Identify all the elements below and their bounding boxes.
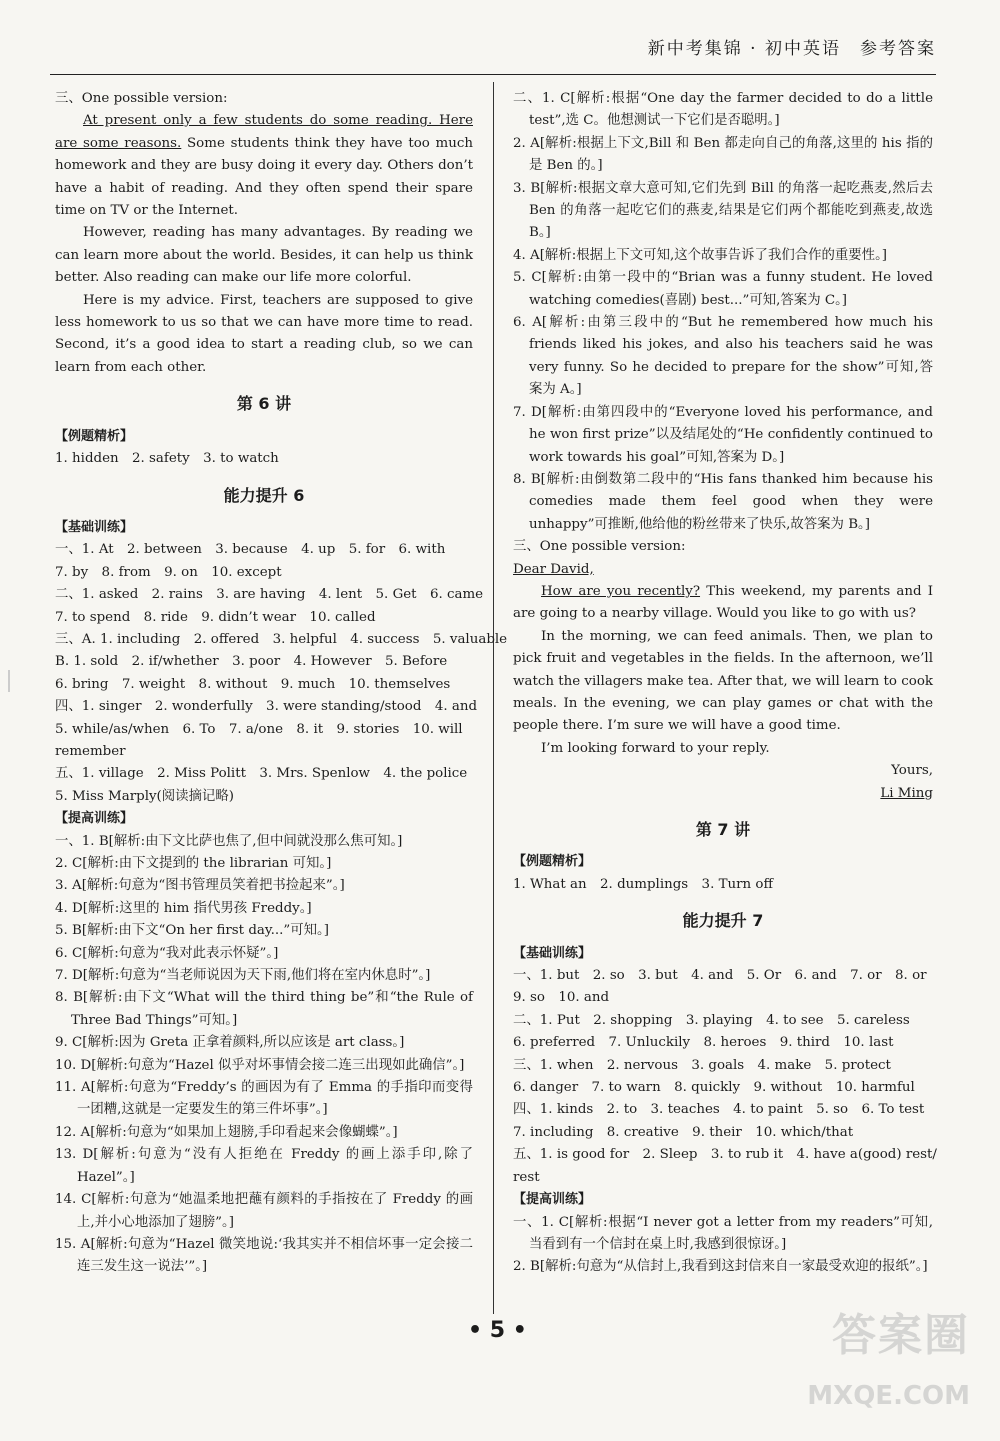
answer-item: 3. B[解析:根据文章大意可知,它们先到 Bill 的角落一起吃燕麦,然后去 Ben 的角落一起吃它们的燕麦,结果是它们两个都能吃到燕麦,故选 B。] [513,180,933,241]
right-column [513,88,937,1279]
answer-item: 二、1. C[解析:根据“One day the farmer decided to do a little test”,选 C。他想测试一下它们是否聪明。] [513,91,933,129]
example-tag: 【例题精析】 [55,428,134,444]
answer-line: 二、1. asked 2. rains 3. are having 4. lent 5. Get 6. came [55,587,484,603]
answer-item: 2. C[解析:由下文提到的 the librarian 可知。] [55,856,332,871]
answer-item: 12. A[解析:句意为“如果加上翅膀,手印看起来会像蝴蝶”。] [55,1124,398,1140]
answer-item: 7. D[解析:由第四段中的“Everyone loved his performance, and he won first prize”以及结尾处的“He confidently continued to work towards his goal”可知,答案为 D。] [513,404,933,465]
basic-training-tag: 【基础训练】 [55,519,134,535]
page-header [50,36,936,75]
answer-item: 5. C[解析:由第一段中的“Brian was a funny student. He loved watching comedies(喜剧) best...”可知,答案为 C。] [513,270,933,308]
letter-label: 三、One possible version: [513,539,686,555]
answer-line: 一、1. but 2. so 3. but 4. and 5. Or 6. and 7. or 8. or [513,968,927,984]
example-answers: 1. hidden 2. safety 3. to watch [55,451,279,467]
answer-item: 7. D[解析:句意为“当老师说因为天下雨,他们将在室内休息时”。] [55,968,431,984]
lecture-7-title: 第 7 讲 [695,820,751,839]
letter-greeting: Dear David, [513,561,594,577]
lecture-6-title: 第 6 讲 [236,394,292,414]
answer-item: 6. A[解析:由第三段中的“But he remembered how much his friends liked his jokes, and also his teachers said he was very funny. So he decided to prepare for the show”可知,答案为 A。] [513,315,933,398]
ability-7-title: 能力提升 7 [682,911,764,931]
letter-paragraph-1 [513,581,933,626]
essay-topic-sentence: At present only a few students do some reading. Here are some reasons. [55,113,473,151]
page-number: • 5 • [468,1318,527,1343]
answer-line: 五、1. village 2. Miss Politt 3. Mrs. Spenlow 4. the police [55,766,468,782]
answer-line: 5. Miss Marply(阅读摘记略) [55,788,234,804]
answer-item: 14. C[解析:句意为“她温柔地把蘸有颜料的手指按在了 Freddy 的画上,并小心地添加了翅膀”。] [55,1192,473,1230]
example-answers: 1. What an 2. dumplings 3. Turn off [513,876,774,892]
watermark-logo [770,1310,980,1429]
answer-line: 6. preferred 7. Unluckily 8. heroes 9. third 10. last [513,1035,894,1051]
essay-p1-body: Some students think they have too much homework and they are busy doing it every day. Others don’t have a habit of reading. And they often spend their spare time on TV or the Internet. [55,135,473,219]
answer-item: 2. A[解析:根据上下文,Bill 和 Ben 都走向自己的角落,这里的 his 指的是 Ben 的。] [513,135,933,174]
answer-item: 13. D[解析:句意为“没有人拒绝在 Freddy 的画上添手印,除了 Hazel”。] [55,1147,473,1185]
advanced-training-tag: 【提高训练】 [513,1192,592,1208]
answer-line: B. 1. sold 2. if/whether 3. poor 4. However 5. Before [55,654,448,670]
letter-closing: Yours, [891,763,933,779]
answer-line: 一、1. At 2. between 3. because 4. up 5. for 6. with [55,542,446,558]
ability-6-title: 能力提升 6 [223,485,305,505]
answer-line: 四、1. singer 2. wonderfully 3. were standing/stood 4. and [55,699,478,715]
letter-paragraph-3: I’m looking forward to your reply. [541,740,770,756]
answer-item: 3. A[解析:句意为“图书管理员笑着把书捡起来”。] [55,878,345,894]
answer-line: 三、1. when 2. nervous 3. goals 4. make 5. protect [513,1057,891,1073]
essay-paragraph-1 [55,110,473,222]
answer-line: rest [513,1169,540,1185]
answer-line: 7. to spend 8. ride 9. didn’t wear 10. called [55,609,376,625]
answer-line: 6. danger 7. to warn 8. quickly 9. without 10. harmful [513,1080,915,1096]
answer-item: 5. B[解析:由下文“On her first day...”可知。] [55,923,329,939]
answer-item: 11. A[解析:句意为“Freddy’s 的画因为有了 Emma 的手指印而变得一团糟,这就是一定要发生的第三件坏事”。] [55,1080,473,1118]
answer-item: 4. A[解析:根据上下文可知,这个故事告诉了我们合作的重要性。] [513,247,887,263]
letter-paragraph-2: In the morning, we can feed animals. Then, we plan to pick fruit and vegetables in the fields. In the afternoon, we’ll watch the villagers make tea. After that, we will learn to cook meals. In the evening, we can play games or chat with the people there. I’m sure we will have a good time. [513,628,933,734]
answer-item: 9. C[解析:因为 Greta 正拿着颜料,所以应该是 art class。] [55,1035,405,1051]
letter-p1-body: This weekend, my parents and I are going to a nearby village. Would you like to go with us? [513,583,933,622]
answer-item: 2. B[解析:句意为“从信封上,我看到这封信来自一家最受欢迎的报纸”。] [513,1259,928,1275]
answer-item: 4. D[解析:这里的 him 指代男孩 Freddy。] [55,900,312,916]
answer-line: 5. while/as/when 6. To 7. a/one 8. it 9. stories 10. will [55,721,463,737]
answer-item: 10. D[解析:句意为“Hazel 似乎对坏事情会接二连三出现如此确信”。] [55,1057,465,1073]
answer-line: 7. by 8. from 9. on 10. except [55,564,282,580]
answer-item: 15. A[解析:句意为“Hazel 微笑地说:‘我其实并不相信坏事一定会接二连三发生这一说法’”。] [55,1236,473,1275]
watermark-url: MXQE.COM [807,1381,970,1411]
answer-item: 8. B[解析:由倒数第二段中的“His fans thanked him because his comedies made them feel good when they were unhappy”可推断,他给他的粉丝带来了快乐,故答案为 B。] [513,471,933,532]
answer-line: 9. so 10. and [513,990,610,1006]
answer-item: 一、1. C[解析:根据“I never got a letter from my readers”可知,当看到有一个信封在桌上时,我感到很惊讶。] [513,1214,933,1252]
essay-paragraph-2: However, reading has many advantages. By reading we can learn more about the world. Besides, it can help us think better. Also reading can make our life more colorful. [55,225,473,286]
answer-line: 四、1. kinds 2. to 3. teaches 4. to paint 5. so 6. To test [513,1102,925,1118]
answer-line: 五、1. is good for 2. Sleep 3. to rub it 4. have a(good) rest/ [513,1147,937,1163]
answer-item: 6. C[解析:句意为“我对此表示怀疑”。] [55,945,279,961]
letter-signature: Li Ming [880,785,933,801]
column-divider [493,82,494,1314]
example-tag: 【例题精析】 [513,854,592,870]
answer-line: remember [55,743,126,759]
answer-line: 7. including 8. creative 9. their 10. which/that [513,1124,854,1140]
basic-training-tag: 【基础训练】 [513,945,592,961]
essay-label: 三、One possible version: [55,91,228,106]
answer-line: 二、1. Put 2. shopping 3. playing 4. to see 5. careless [513,1012,910,1028]
answer-item: 一、1. B[解析:由下文比萨也焦了,但中间就没那么焦可知。] [55,833,403,849]
answer-item: 8. B[解析:由下文“What will the third thing be”和“the Rule of Three Bad Things”可知。] [55,990,473,1028]
advanced-training-tag: 【提高训练】 [55,811,134,827]
answer-line: 三、A. 1. including 2. offered 3. helpful 4. success 5. valuable [55,631,508,647]
essay-paragraph-3: Here is my advice. First, teachers are supposed to give less homework to us so that we can have more time to read. Second, it’s a good idea to start a reading club, so we can learn from each other. [55,292,473,375]
binding-mark [8,670,10,692]
header-title: 新中考集锦 · 初中英语 参考答案 [647,39,936,59]
letter-opening: How are you recently? [541,583,701,599]
answer-line: 6. bring 7. weight 8. without 9. much 10. themselves [55,676,451,692]
left-column [55,88,508,1279]
watermark-text: 答案圈 [832,1310,970,1361]
